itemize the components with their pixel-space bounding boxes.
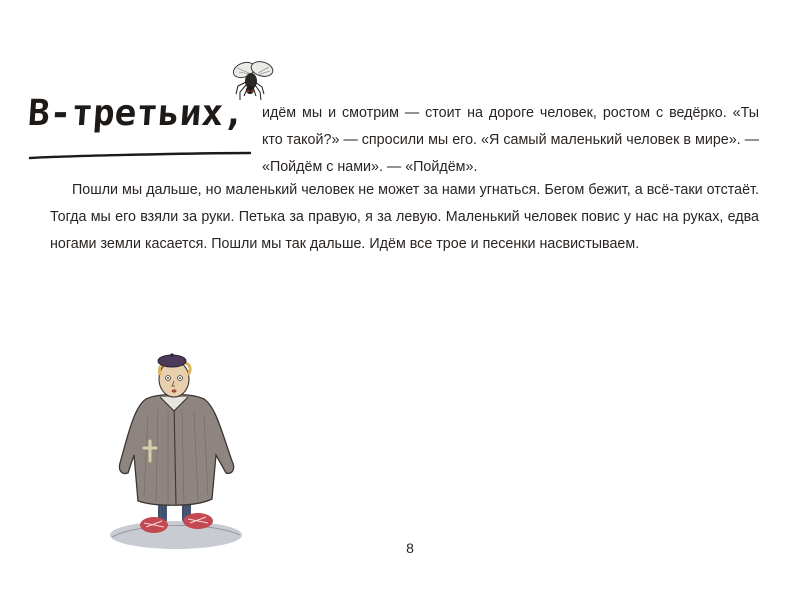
- paragraph-second: Пошли мы дальше, но маленький человек не может за нами угнаться. Бегом бежит, а всё-таки отстаёт. Тогда мы его взяли за руки. Петька за правую, я за левую. Маленький человек повис у нас на руках, едва ногами земли касается. Пошли мы так дальше. Идём все трое и песенки насвистываем.: [50, 182, 759, 252]
- chapter-heading: В-третьих,: [26, 93, 247, 134]
- paragraph-first: идём мы и смотрим — стоит на дороге человек, ростом с ведёрко. «Ты кто такой?» — спросили мы его. «Я самый маленький человек в мире». — «Пойдём с нами». — «Пойдём».: [262, 105, 759, 175]
- page-number: 8: [406, 540, 414, 556]
- heading-underline: [28, 150, 252, 162]
- small-man-illustration: [108, 345, 243, 550]
